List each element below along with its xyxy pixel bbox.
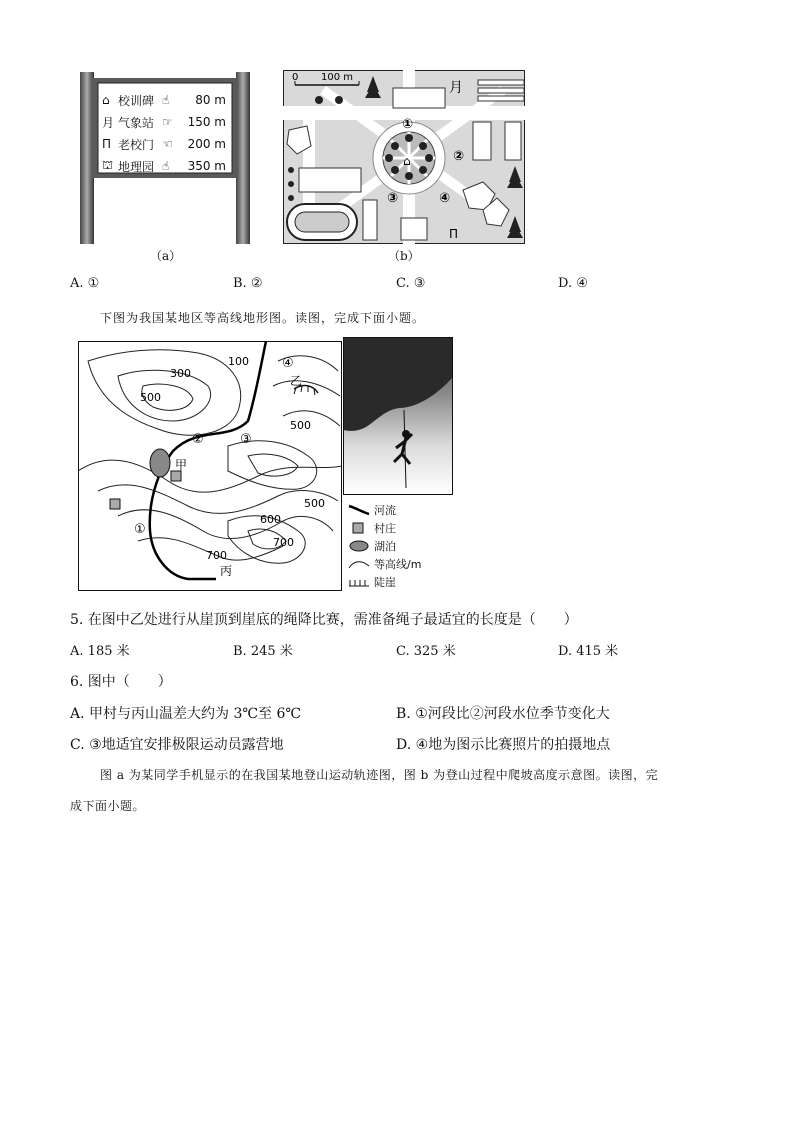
gate-icon: Π <box>102 137 112 151</box>
scale-distance-label: 100 m <box>321 72 354 83</box>
river-point-1: ① <box>134 522 146 537</box>
option-letter: A. <box>70 276 84 291</box>
question-5-stem: 5. 在图中乙处进行从崖顶到崖底的绳降比赛，需准备绳子最适宜的长度是（ ） <box>70 612 578 628</box>
contour-label-600: 600 <box>260 513 281 526</box>
sign-row <box>102 133 226 155</box>
option-letter: A. <box>70 706 85 722</box>
village-symbol-icon <box>348 522 370 534</box>
map-legend <box>348 501 448 591</box>
option-letter: B. <box>233 644 247 659</box>
q5-option-c[interactable] <box>396 640 456 659</box>
figure-b-caption: （b） <box>388 249 420 263</box>
contour-label-100: 100 <box>228 355 249 368</box>
option-b[interactable] <box>233 276 262 291</box>
option-text: ① <box>87 276 100 291</box>
sign-distance: 350 m <box>187 159 226 173</box>
option-text: ③ <box>413 276 426 291</box>
q6-option-c[interactable] <box>70 734 284 754</box>
intro-next-line-1: 图 a 为某同学手机显示的在我国某地登山运动轨迹图，图 b 为登山过程中爬坡高度示意图。读图，完 <box>100 768 659 782</box>
contour-label-300: 300 <box>170 367 191 380</box>
weather-station-icon: 月 <box>449 80 463 96</box>
question-5-options <box>70 640 730 658</box>
q6-option-b[interactable] <box>396 703 610 723</box>
option-text: 185 米 <box>87 644 130 659</box>
figure-b <box>283 70 525 244</box>
legend-item-cliff <box>348 573 448 591</box>
question-6-stem: 6. 图中（ ） <box>70 674 172 690</box>
weather-station-icon: 月 <box>102 115 115 130</box>
option-text: 325 米 <box>413 644 456 659</box>
option-letter: D. <box>396 737 412 753</box>
legend-label: 村庄 <box>374 522 396 535</box>
contour-map <box>78 341 342 591</box>
contour-label-500a: 500 <box>140 391 161 404</box>
option-text: ③地适宜安排极限运动员露营地 <box>89 737 284 753</box>
option-text: ①河段比②河段水位季节变化大 <box>415 706 610 722</box>
option-letter: D. <box>558 644 573 659</box>
option-letter: C. <box>396 644 410 659</box>
legend-item-village <box>348 519 448 537</box>
point-2-label: ② <box>453 149 465 164</box>
sign-name: 地理园 <box>118 159 155 174</box>
contour-label-700b: 700 <box>206 549 227 562</box>
cliff-symbol-icon <box>348 576 370 588</box>
river-point-4: ④ <box>282 356 294 371</box>
q5-option-a[interactable] <box>70 640 130 659</box>
option-text: 415 米 <box>576 644 619 659</box>
q5-option-d[interactable] <box>558 640 618 659</box>
legend-item-lake <box>348 537 448 555</box>
contour-label-700a: 700 <box>273 536 294 549</box>
sign-name: 老校门 <box>118 137 155 152</box>
legend-item-river <box>348 501 448 519</box>
sign-distance: 200 m <box>187 137 226 151</box>
q5-option-b[interactable] <box>233 640 293 659</box>
legend-item-contour <box>348 555 448 573</box>
point-3-label: ③ <box>387 191 399 206</box>
legend-label: 陡崖 <box>374 576 396 589</box>
sign-row <box>102 111 226 133</box>
monument-icon: ⌂ <box>403 154 411 168</box>
contour-symbol-icon <box>348 558 370 570</box>
legend-label: 等高线/m <box>374 558 422 571</box>
river-point-3: ③ <box>240 432 252 447</box>
legend-label: 河流 <box>374 504 396 517</box>
place-jia: 甲 <box>175 458 188 472</box>
contour-label-500c: 500 <box>304 497 325 510</box>
option-letter: B. <box>396 706 411 722</box>
option-text: ④ <box>576 276 588 291</box>
place-bing: 丙 <box>220 564 233 578</box>
option-letter: A. <box>70 644 84 659</box>
scale-zero-label: 0 <box>292 72 299 83</box>
option-text: ④地为图示比赛照片的拍摄地点 <box>415 737 611 753</box>
sign-distance: 150 m <box>187 115 226 129</box>
sign-distance: 80 m <box>195 93 226 107</box>
intro-next-line-2: 成下面小题。 <box>70 799 146 813</box>
sign-row <box>102 89 226 111</box>
sign-row <box>102 155 226 177</box>
option-text: 甲村与丙山温差大约为 3℃至 6℃ <box>89 706 302 722</box>
monument-icon: ⌂ <box>102 93 110 107</box>
contour-label-500b: 500 <box>290 419 311 432</box>
pointing-hand-icon: ☞ <box>162 115 173 129</box>
river-symbol-icon <box>348 504 370 516</box>
climbing-photo <box>343 337 453 495</box>
lake-symbol-icon <box>348 540 370 552</box>
option-c[interactable] <box>396 276 425 291</box>
option-letter: B. <box>233 276 247 291</box>
old-gate-icon: Π <box>449 227 459 241</box>
sign-rows <box>102 89 226 177</box>
pointing-hand-icon: ☜ <box>162 137 173 151</box>
point-1-label: ① <box>402 117 414 132</box>
climber-illustration <box>344 338 452 494</box>
pointing-hand-icon: ☝ <box>162 159 170 173</box>
campus-map <box>283 70 525 244</box>
contour-map-figure <box>78 341 342 591</box>
river-point-2: ② <box>192 432 204 447</box>
figure-a-caption: （a） <box>150 249 182 263</box>
option-letter: C. <box>396 276 410 291</box>
pointing-hand-icon: ☝ <box>162 93 170 107</box>
q6-option-d[interactable] <box>396 734 610 754</box>
sign-name: 气象站 <box>118 115 155 130</box>
q6-option-a[interactable] <box>70 703 301 723</box>
option-text: ② <box>250 276 263 291</box>
option-letter: D. <box>558 276 573 291</box>
sign-name: 校训碑 <box>118 93 155 108</box>
intro-contour-map: 下图为我国某地区等高线地形图。读图，完成下面小题。 <box>100 311 426 325</box>
place-yi: 乙 <box>290 374 303 388</box>
point-4-label: ④ <box>439 191 451 206</box>
garden-icon: ⛫ <box>102 158 114 172</box>
option-d[interactable] <box>558 276 588 291</box>
option-letter: C. <box>70 737 85 753</box>
option-text: 245 米 <box>250 644 293 659</box>
legend-label: 湖泊 <box>374 540 396 553</box>
prev-question-options <box>70 276 730 294</box>
option-a[interactable] <box>70 276 99 291</box>
